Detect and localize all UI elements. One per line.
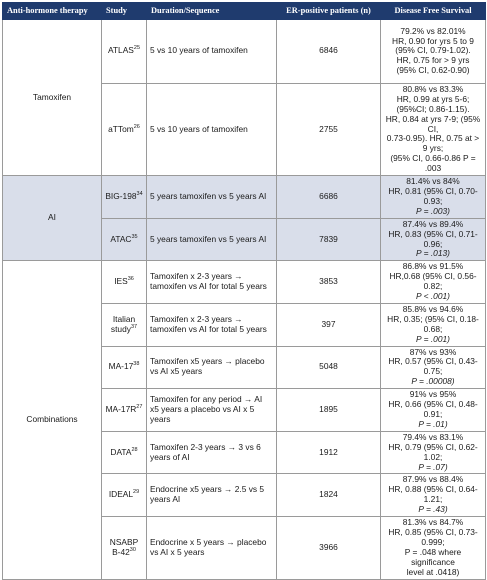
duration-cell: Tamoxifen x 2-3 years → tamoxifen vs AI for total 5 years: [147, 303, 277, 346]
duration-cell: Tamoxifen x 2-3 years → tamoxifen vs AI for total 5 years: [147, 261, 277, 304]
dfs-cell: 91% vs 95% HR, 0.66 (95% CI, 0.48-0.91; P = .01): [381, 389, 486, 432]
duration-cell: 5 years tamoxifen vs 5 years AI: [147, 218, 277, 261]
study-cell: ATAC$^{35}$: [102, 218, 147, 261]
dfs-cell: 87% vs 93% HR, 0.57 (95% CI, 0.43-0.75; P = .00008): [381, 346, 486, 389]
study-cell: IES$^{36}$: [102, 261, 147, 304]
study-cell: Italian study$^{37}$: [102, 303, 147, 346]
group-ai: AI: [3, 176, 102, 261]
patients-cell: 1895: [277, 389, 381, 432]
table-row: [3, 261, 486, 304]
trial-table: [2, 2, 486, 580]
duration-cell: Tamoxifen 2-3 years → 3 vs 6 years of AI: [147, 431, 277, 474]
study-cell: BIG-$198^{34}$: [102, 176, 147, 219]
header-therapy: Anti-hormone therapy: [3, 3, 102, 20]
patients-cell: 3853: [277, 261, 381, 304]
patients-cell: 6686: [277, 176, 381, 219]
header-study: Study: [102, 3, 147, 20]
study-cell: ATLAS$^{25}$: [102, 19, 147, 83]
patients-cell: 1912: [277, 431, 381, 474]
patients-cell: 3966: [277, 517, 381, 579]
dfs-cell: 86.8% vs 91.5% HR,0.68 (95% CI, 0.56-0.82; P < .001): [381, 261, 486, 304]
study-cell: IDEAL$^{29}$: [102, 474, 147, 517]
header-dfs: Disease Free Survival: [381, 3, 486, 20]
group-tamoxifen: Tamoxifen: [3, 19, 102, 175]
header-duration: Duration/Sequence: [147, 3, 277, 20]
study-cell: DATA$^{28}$: [102, 431, 147, 474]
patients-cell: 1824: [277, 474, 381, 517]
dfs-cell: 80.8% vs 83.3% HR, 0.99 at yrs 5-6; (95%CI; 0.86-1.15). HR, 0.84 at yrs 7-9; (95% CI, 0.73-0.95). HR, 0.75 at > 9 yrs; (95% CI, 0.66-0.86 P = .003: [381, 83, 486, 175]
study-cell: NSABP $B-42^{30}$: [102, 517, 147, 579]
group-combinations: Combinations: [3, 261, 102, 579]
duration-cell: Endocrine x5 years → 2.5 vs 5 years AI: [147, 474, 277, 517]
patients-cell: 5048: [277, 346, 381, 389]
header-row: [3, 3, 486, 20]
duration-cell: 5 years tamoxifen vs 5 years AI: [147, 176, 277, 219]
dfs-cell: 79.4% vs 83.1% HR, 0.79 (95% CI, 0.62-1.02; P = .07): [381, 431, 486, 474]
dfs-cell: 79.2% vs 82.01% HR, 0.90 for yrs 5 to 9 (95% CI, 0.79-1.02). HR, 0.75 for > 9 yrs (95% CI, 0.62-0.90): [381, 19, 486, 83]
duration-cell: Endocrine x 5 years → placebo vs AI x 5 years: [147, 517, 277, 579]
header-patients: ER-positive patients (n): [277, 3, 381, 20]
study-cell: $MA-17R^{27}$: [102, 389, 147, 432]
patients-cell: 7839: [277, 218, 381, 261]
dfs-cell: 81.4% vs 84% HR, 0.81 (95% CI, 0.70-0.93; P = .003): [381, 176, 486, 219]
dfs-cell: 81.3% vs 84.7% HR, 0.85 (95% CI, 0.73-0.999; P = .048 where significance level at .0418): [381, 517, 486, 579]
dfs-cell: 87.9% vs 88.4% HR, 0.88 (95% CI, 0.64-1.21; P = .43): [381, 474, 486, 517]
study-cell: $MA-17^{38}$: [102, 346, 147, 389]
patients-cell: 6846: [277, 19, 381, 83]
duration-cell: Tamoxifen for any period → AI x5 years a placebo vs AI x 5 years: [147, 389, 277, 432]
duration-cell: Tamoxifen x5 years → placebo vs AI x5 years: [147, 346, 277, 389]
table-row: [3, 19, 486, 83]
patients-cell: 2755: [277, 83, 381, 175]
table-row: [3, 176, 486, 219]
duration-cell: 5 vs 10 years of tamoxifen: [147, 19, 277, 83]
study-cell: aTTom$^{26}$: [102, 83, 147, 175]
dfs-cell: 85.8% vs 94.6% HR, 0.35; (95% CI, 0.18-0.68; P = .001): [381, 303, 486, 346]
duration-cell: 5 vs 10 years of tamoxifen: [147, 83, 277, 175]
dfs-cell: 87.4% vs 89.4% HR, 0.83 (95% CI, 0.71-0.96; P = .013): [381, 218, 486, 261]
patients-cell: 397: [277, 303, 381, 346]
